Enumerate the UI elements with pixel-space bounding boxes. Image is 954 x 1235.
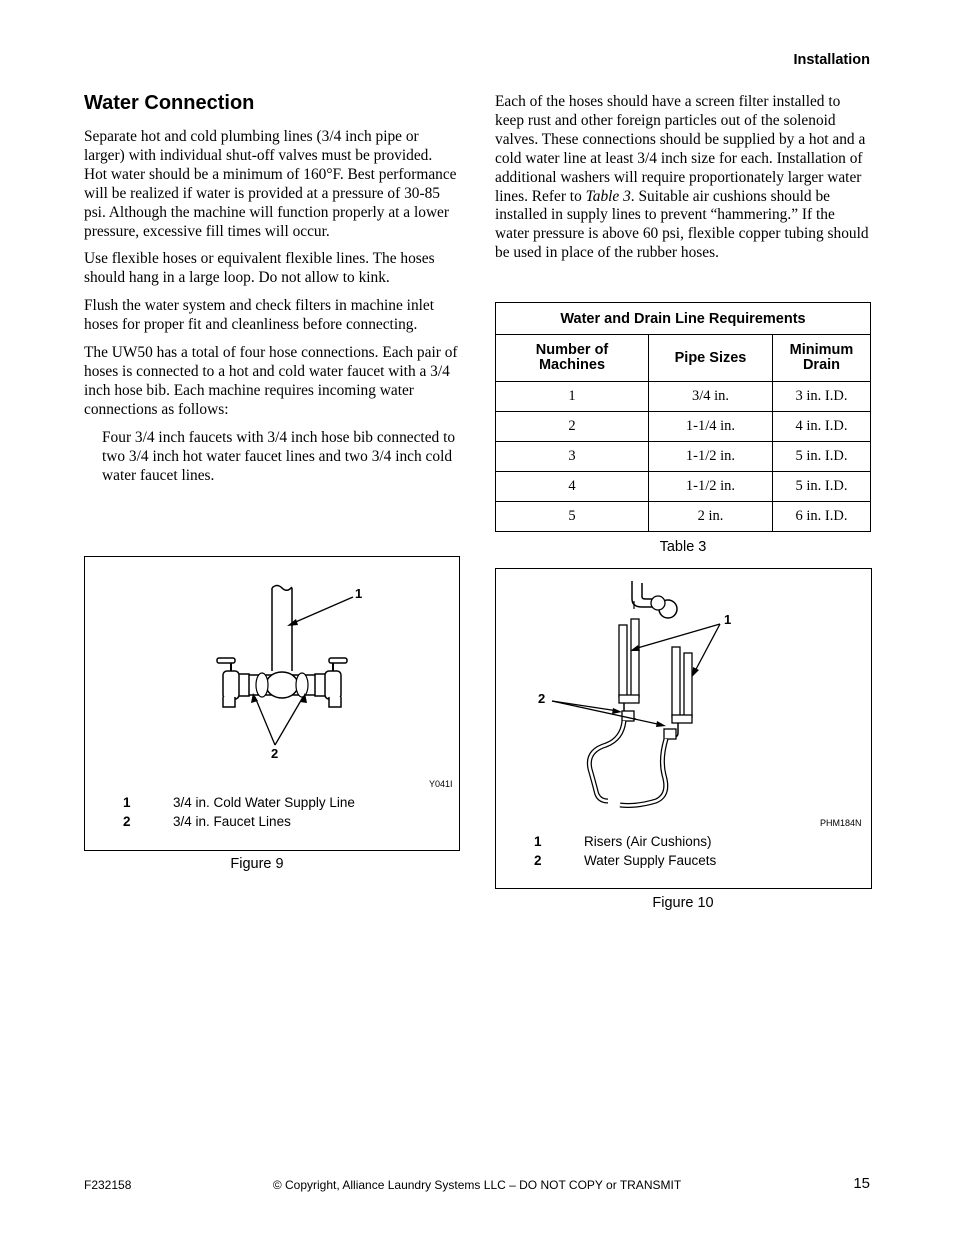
table-row — [496, 412, 871, 442]
paragraph-plumbing: Separate hot and cold plumbing lines (3/4 inch pipe or larger) with individual shut-off valves must be provided. Hot water should be a minimum of 160°F. Best performance will be realized if water is provided at a pressure of 30-85 psi. Although the machine will function properly at a lower pressure, excessive fill times will occur. — [84, 128, 457, 240]
running-head: Installation — [793, 52, 870, 68]
table-cell: 5 in. I.D. — [773, 472, 871, 502]
figure-9-legend — [123, 793, 355, 831]
table-cell: 3 in. I.D. — [773, 382, 871, 412]
figure-10-callout-1: 1 — [724, 612, 732, 627]
legend-text: 3/4 in. Faucet Lines — [173, 814, 291, 829]
table-row — [496, 382, 871, 412]
figure-9-caption: Figure 9 — [230, 856, 284, 872]
figure-10-box — [495, 568, 872, 889]
document-number: F232158 — [84, 1178, 132, 1192]
table-row — [496, 442, 871, 472]
legend-number: 2 — [534, 853, 542, 868]
faucet-illustration — [85, 557, 459, 787]
table-cell: 4 — [496, 472, 649, 502]
table-row — [496, 472, 871, 502]
legend-text: 3/4 in. Cold Water Supply Line — [173, 795, 355, 810]
table-row — [496, 502, 871, 532]
right-column — [495, 93, 871, 272]
paragraph-text-1: Each of the hoses should have a screen filter installed to keep rust and other foreign particles out of the solenoid valves. These connections should be supplied by a hot and a cold water line at least 3/4 inch size for each. Installation of additional washers will require proportionately larger water lines. Refer to — [495, 93, 866, 205]
column-header-machines: Number of Machines — [496, 335, 649, 382]
table-caption: Table 3 — [659, 539, 707, 555]
paragraph-flush: Flush the water system and check filters in machine inlet hoses for proper fit and cleanliness before connecting. — [84, 297, 435, 334]
paragraph-connections: The UW50 has a total of four hose connections. Each pair of hoses is connected to a hot and cold water faucet with a 3/4 inch hose bib. Each machine requires incoming water connections as follows: — [84, 344, 458, 418]
legend-number: 1 — [123, 795, 131, 810]
left-column — [84, 92, 459, 494]
table-cell: 2 — [496, 412, 649, 442]
legend-text: Water Supply Faucets — [584, 853, 717, 868]
legend-item — [534, 832, 716, 851]
table-cell: 1-1/2 in. — [649, 442, 773, 472]
table-cell: 5 — [496, 502, 649, 532]
table-reference: Table 3 — [585, 187, 631, 205]
table-cell: 1-1/4 in. — [649, 412, 773, 442]
table-cell: 5 in. I.D. — [773, 442, 871, 472]
figure-9-code: Y041I — [429, 779, 453, 789]
legend-item — [123, 793, 355, 812]
figure-9-callout-2: 2 — [271, 746, 279, 761]
table-title-row — [496, 303, 871, 335]
requirements-table — [495, 302, 871, 532]
legend-text: Risers (Air Cushions) — [584, 834, 712, 849]
table-cell: 3 — [496, 442, 649, 472]
table-title: Water and Drain Line Requirements — [496, 303, 871, 335]
risers-illustration — [496, 569, 871, 829]
page-number: 15 — [853, 1175, 870, 1192]
figure-10-code: PHM184N — [820, 818, 862, 828]
figure-10-callout-2: 2 — [538, 691, 546, 706]
column-header-minimum-drain: Minimum Drain — [773, 335, 871, 382]
paragraph-hoses: Use flexible hoses or equivalent flexible lines. The hoses should hang in a large loop. Do not allow to kink. — [84, 250, 435, 287]
table-cell: 4 in. I.D. — [773, 412, 871, 442]
figure-9-callout-1: 1 — [355, 586, 363, 601]
legend-item — [534, 851, 716, 870]
figure-10-legend — [534, 832, 716, 870]
legend-number: 1 — [534, 834, 542, 849]
legend-number: 2 — [123, 814, 131, 829]
paragraph-faucets: Four 3/4 inch faucets with 3/4 inch hose bib connected to two 3/4 inch hot water faucet lines and two 3/4 inch cold water faucet lines. — [102, 428, 456, 484]
table-cell: 6 in. I.D. — [773, 502, 871, 532]
table-cell: 1 — [496, 382, 649, 412]
figure-9-box — [84, 556, 460, 851]
paragraph-screen-filter — [495, 93, 871, 263]
copyright-notice: © Copyright, Alliance Laundry Systems LLC – DO NOT COPY or TRANSMIT — [272, 1178, 682, 1192]
figure-10-caption: Figure 10 — [652, 895, 714, 911]
section-title: Water Connection — [84, 92, 255, 114]
table-cell: 1-1/2 in. — [649, 472, 773, 502]
table-header-row — [496, 335, 871, 382]
legend-item — [123, 812, 355, 831]
table-cell: 3/4 in. — [649, 382, 773, 412]
paragraph-text-2: . Suitable air cushions should be installed in supply lines to prevent “hammering.” If the water pressure is above 60 psi, flexible copper tubing should be used in place of the rubber hoses. — [495, 187, 869, 262]
table-cell: 2 in. — [649, 502, 773, 532]
column-header-pipe-sizes: Pipe Sizes — [649, 335, 773, 382]
